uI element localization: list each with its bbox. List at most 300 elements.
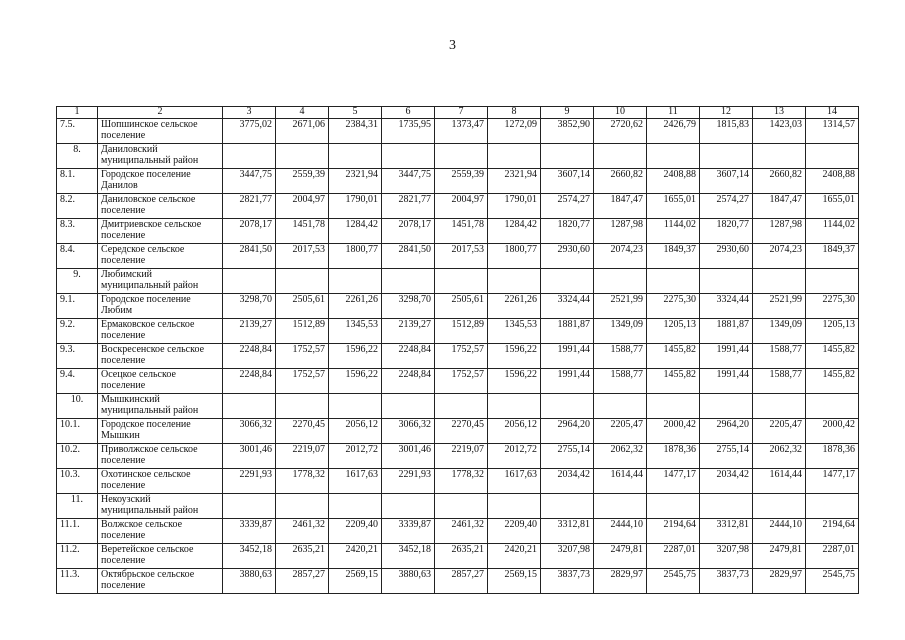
value-cell: 1349,09 <box>753 319 806 344</box>
value-cell: 1614,44 <box>753 469 806 494</box>
value-cell: 2209,40 <box>329 519 382 544</box>
value-cell <box>488 394 541 419</box>
value-cell: 2270,45 <box>435 419 488 444</box>
value-cell <box>276 494 329 519</box>
value-cell: 3880,63 <box>223 569 276 594</box>
table-row <box>57 569 859 594</box>
value-cell: 2321,94 <box>329 169 382 194</box>
value-cell: 1477,17 <box>647 469 700 494</box>
value-cell: 2505,61 <box>276 294 329 319</box>
value-cell: 2569,15 <box>488 569 541 594</box>
value-cell <box>435 269 488 294</box>
value-cell: 1455,82 <box>647 344 700 369</box>
column-header: 3 <box>223 107 276 119</box>
value-cell: 2479,81 <box>594 544 647 569</box>
value-cell: 1617,63 <box>329 469 382 494</box>
value-cell: 1588,77 <box>594 344 647 369</box>
value-cell: 1847,47 <box>594 194 647 219</box>
row-number: 10.2. <box>57 444 98 469</box>
value-cell: 2841,50 <box>382 244 435 269</box>
value-cell: 2205,47 <box>594 419 647 444</box>
value-cell: 2017,53 <box>276 244 329 269</box>
value-cell: 1752,57 <box>435 369 488 394</box>
value-cell: 2829,97 <box>753 569 806 594</box>
value-cell: 1752,57 <box>276 369 329 394</box>
value-cell: 1820,77 <box>700 219 753 244</box>
value-cell <box>488 269 541 294</box>
value-cell: 1778,32 <box>435 469 488 494</box>
value-cell: 3852,90 <box>541 119 594 144</box>
value-cell: 2248,84 <box>382 344 435 369</box>
value-cell <box>276 269 329 294</box>
value-cell: 1284,42 <box>488 219 541 244</box>
header-row <box>57 107 859 119</box>
value-cell: 1800,77 <box>329 244 382 269</box>
row-number: 10.3. <box>57 469 98 494</box>
value-cell: 2062,32 <box>753 444 806 469</box>
value-cell <box>541 144 594 169</box>
value-cell: 2270,45 <box>276 419 329 444</box>
value-cell: 1588,77 <box>753 344 806 369</box>
value-cell <box>647 144 700 169</box>
value-cell: 1790,01 <box>488 194 541 219</box>
value-cell: 2000,42 <box>647 419 700 444</box>
value-cell: 2194,64 <box>647 519 700 544</box>
value-cell: 1815,83 <box>700 119 753 144</box>
table-row <box>57 169 859 194</box>
value-cell: 2755,14 <box>700 444 753 469</box>
value-cell: 2444,10 <box>594 519 647 544</box>
value-cell: 1596,22 <box>488 344 541 369</box>
row-number: 11.2. <box>57 544 98 569</box>
value-cell: 1655,01 <box>647 194 700 219</box>
table-row <box>57 369 859 394</box>
value-cell: 2545,75 <box>806 569 859 594</box>
row-number: 8. <box>57 144 98 169</box>
value-cell: 2461,32 <box>276 519 329 544</box>
row-number: 8.4. <box>57 244 98 269</box>
value-cell <box>753 269 806 294</box>
value-cell: 2857,27 <box>276 569 329 594</box>
value-cell <box>329 269 382 294</box>
value-cell: 1617,63 <box>488 469 541 494</box>
value-cell: 2034,42 <box>541 469 594 494</box>
value-cell: 3447,75 <box>223 169 276 194</box>
value-cell: 1790,01 <box>329 194 382 219</box>
value-cell: 1878,36 <box>806 444 859 469</box>
value-cell <box>488 494 541 519</box>
row-number: 11. <box>57 494 98 519</box>
value-cell: 1878,36 <box>647 444 700 469</box>
value-cell <box>276 144 329 169</box>
value-cell <box>276 394 329 419</box>
table-row <box>57 319 859 344</box>
column-header: 13 <box>753 107 806 119</box>
value-cell: 2930,60 <box>700 244 753 269</box>
row-number: 9.4. <box>57 369 98 394</box>
column-header: 4 <box>276 107 329 119</box>
value-cell <box>806 144 859 169</box>
value-cell <box>223 494 276 519</box>
table-row <box>57 344 859 369</box>
row-number: 8.2. <box>57 194 98 219</box>
value-cell: 3447,75 <box>382 169 435 194</box>
value-cell <box>594 494 647 519</box>
value-cell: 3880,63 <box>382 569 435 594</box>
value-cell: 2426,79 <box>647 119 700 144</box>
value-cell: 2461,32 <box>435 519 488 544</box>
value-cell: 2261,26 <box>488 294 541 319</box>
value-cell: 1205,13 <box>806 319 859 344</box>
row-name: Охотинское сельское поселение <box>98 469 223 494</box>
row-name: Середское сельское поселение <box>98 244 223 269</box>
value-cell <box>647 494 700 519</box>
row-name: Ермаковское сельское поселение <box>98 319 223 344</box>
value-cell: 1284,42 <box>329 219 382 244</box>
value-cell <box>594 144 647 169</box>
value-cell: 2287,01 <box>806 544 859 569</box>
value-cell: 1596,22 <box>329 344 382 369</box>
value-cell <box>753 494 806 519</box>
value-cell: 2017,53 <box>435 244 488 269</box>
value-cell: 3837,73 <box>541 569 594 594</box>
value-cell: 2209,40 <box>488 519 541 544</box>
value-cell: 1596,22 <box>488 369 541 394</box>
value-cell: 2574,27 <box>541 194 594 219</box>
table-row <box>57 119 859 144</box>
value-cell: 2139,27 <box>382 319 435 344</box>
row-number: 9. <box>57 269 98 294</box>
row-name: Дмитриевское сельское поселение <box>98 219 223 244</box>
value-cell: 1144,02 <box>647 219 700 244</box>
value-cell: 1991,44 <box>700 369 753 394</box>
value-cell: 2964,20 <box>541 419 594 444</box>
value-cell: 3324,44 <box>700 294 753 319</box>
value-cell: 2004,97 <box>435 194 488 219</box>
value-cell: 1455,82 <box>806 344 859 369</box>
value-cell <box>223 394 276 419</box>
value-cell <box>223 269 276 294</box>
row-name: Городское поселение Мышкин <box>98 419 223 444</box>
value-cell: 2205,47 <box>753 419 806 444</box>
value-cell: 2829,97 <box>594 569 647 594</box>
value-cell <box>594 269 647 294</box>
value-cell: 2857,27 <box>435 569 488 594</box>
value-cell: 1349,09 <box>594 319 647 344</box>
value-cell: 2660,82 <box>753 169 806 194</box>
value-cell <box>753 144 806 169</box>
column-header: 8 <box>488 107 541 119</box>
value-cell: 3452,18 <box>382 544 435 569</box>
table-row <box>57 294 859 319</box>
value-cell: 3066,32 <box>223 419 276 444</box>
column-header: 14 <box>806 107 859 119</box>
column-header: 10 <box>594 107 647 119</box>
value-cell: 1778,32 <box>276 469 329 494</box>
value-cell: 1451,78 <box>276 219 329 244</box>
column-header: 11 <box>647 107 700 119</box>
value-cell: 2012,72 <box>488 444 541 469</box>
row-name: Осецкое сельское поселение <box>98 369 223 394</box>
value-cell: 2559,39 <box>276 169 329 194</box>
value-cell: 2078,17 <box>382 219 435 244</box>
value-cell: 2755,14 <box>541 444 594 469</box>
value-cell: 2384,31 <box>329 119 382 144</box>
value-cell <box>806 394 859 419</box>
value-cell: 3207,98 <box>700 544 753 569</box>
value-cell: 2321,94 <box>488 169 541 194</box>
value-cell: 3452,18 <box>223 544 276 569</box>
value-cell <box>594 394 647 419</box>
row-number: 10.1. <box>57 419 98 444</box>
value-cell: 2505,61 <box>435 294 488 319</box>
value-cell: 2420,21 <box>488 544 541 569</box>
value-cell <box>541 394 594 419</box>
row-name: Городское поселение Данилов <box>98 169 223 194</box>
value-cell: 3207,98 <box>541 544 594 569</box>
tariff-table <box>56 106 859 594</box>
table-row <box>57 419 859 444</box>
value-cell <box>382 269 435 294</box>
value-cell: 1849,37 <box>806 244 859 269</box>
value-cell <box>753 394 806 419</box>
value-cell: 2078,17 <box>223 219 276 244</box>
value-cell <box>488 144 541 169</box>
column-header: 1 <box>57 107 98 119</box>
value-cell: 2248,84 <box>223 369 276 394</box>
value-cell <box>382 494 435 519</box>
value-cell: 1423,03 <box>753 119 806 144</box>
row-number: 10. <box>57 394 98 419</box>
value-cell <box>382 144 435 169</box>
value-cell <box>382 394 435 419</box>
value-cell: 2287,01 <box>647 544 700 569</box>
value-cell: 1588,77 <box>594 369 647 394</box>
row-name: Веретейское сельское поселение <box>98 544 223 569</box>
value-cell <box>806 269 859 294</box>
value-cell: 2964,20 <box>700 419 753 444</box>
value-cell: 1512,89 <box>276 319 329 344</box>
value-cell: 2408,88 <box>647 169 700 194</box>
value-cell: 1455,82 <box>647 369 700 394</box>
value-cell: 2219,07 <box>435 444 488 469</box>
value-cell: 3339,87 <box>382 519 435 544</box>
table-row <box>57 219 859 244</box>
value-cell: 2521,99 <box>594 294 647 319</box>
value-cell: 1345,53 <box>329 319 382 344</box>
value-cell: 3775,02 <box>223 119 276 144</box>
value-cell: 1144,02 <box>806 219 859 244</box>
value-cell: 3066,32 <box>382 419 435 444</box>
column-header: 2 <box>98 107 223 119</box>
value-cell: 1752,57 <box>276 344 329 369</box>
value-cell: 1512,89 <box>435 319 488 344</box>
value-cell: 3607,14 <box>700 169 753 194</box>
value-cell: 2569,15 <box>329 569 382 594</box>
value-cell: 1655,01 <box>806 194 859 219</box>
value-cell: 2056,12 <box>329 419 382 444</box>
column-header: 5 <box>329 107 382 119</box>
value-cell: 1849,37 <box>647 244 700 269</box>
row-number: 8.1. <box>57 169 98 194</box>
value-cell: 2074,23 <box>594 244 647 269</box>
value-cell: 3298,70 <box>382 294 435 319</box>
group-row <box>57 494 859 519</box>
value-cell <box>329 144 382 169</box>
row-name: Воскресенское сельское поселение <box>98 344 223 369</box>
value-cell: 1205,13 <box>647 319 700 344</box>
value-cell: 2012,72 <box>329 444 382 469</box>
value-cell: 2034,42 <box>700 469 753 494</box>
value-cell: 3298,70 <box>223 294 276 319</box>
value-cell <box>806 494 859 519</box>
value-cell: 1820,77 <box>541 219 594 244</box>
value-cell <box>223 144 276 169</box>
value-cell: 1451,78 <box>435 219 488 244</box>
value-cell <box>700 269 753 294</box>
value-cell: 1991,44 <box>541 369 594 394</box>
row-name: Мышкинский муниципальный район <box>98 394 223 419</box>
value-cell: 2720,62 <box>594 119 647 144</box>
value-cell: 1287,98 <box>594 219 647 244</box>
value-cell: 1614,44 <box>594 469 647 494</box>
value-cell: 2821,77 <box>223 194 276 219</box>
value-cell: 3607,14 <box>541 169 594 194</box>
value-cell: 2194,64 <box>806 519 859 544</box>
table-row <box>57 544 859 569</box>
value-cell <box>435 144 488 169</box>
value-cell: 2248,84 <box>382 369 435 394</box>
value-cell <box>541 494 594 519</box>
value-cell: 2062,32 <box>594 444 647 469</box>
value-cell: 2635,21 <box>276 544 329 569</box>
row-name: Некоузский муниципальный район <box>98 494 223 519</box>
value-cell: 2056,12 <box>488 419 541 444</box>
value-cell: 1455,82 <box>806 369 859 394</box>
value-cell: 2000,42 <box>806 419 859 444</box>
value-cell: 1314,57 <box>806 119 859 144</box>
row-number: 8.3. <box>57 219 98 244</box>
value-cell: 2444,10 <box>753 519 806 544</box>
row-name: Любимский муниципальный район <box>98 269 223 294</box>
value-cell: 2408,88 <box>806 169 859 194</box>
value-cell: 1847,47 <box>753 194 806 219</box>
group-row <box>57 394 859 419</box>
table-row <box>57 469 859 494</box>
table-row <box>57 444 859 469</box>
value-cell <box>647 269 700 294</box>
value-cell: 1272,09 <box>488 119 541 144</box>
row-number: 9.3. <box>57 344 98 369</box>
group-row <box>57 269 859 294</box>
value-cell: 2671,06 <box>276 119 329 144</box>
row-name: Октябрьское сельское поселение <box>98 569 223 594</box>
table-row <box>57 519 859 544</box>
value-cell: 1800,77 <box>488 244 541 269</box>
row-number: 7.5. <box>57 119 98 144</box>
value-cell: 2821,77 <box>382 194 435 219</box>
value-cell: 1752,57 <box>435 344 488 369</box>
value-cell: 3312,81 <box>541 519 594 544</box>
value-cell: 1735,95 <box>382 119 435 144</box>
value-cell: 2545,75 <box>647 569 700 594</box>
row-number: 9.1. <box>57 294 98 319</box>
value-cell: 1881,87 <box>541 319 594 344</box>
value-cell: 2841,50 <box>223 244 276 269</box>
row-name: Даниловский муниципальный район <box>98 144 223 169</box>
value-cell: 2635,21 <box>435 544 488 569</box>
column-header: 9 <box>541 107 594 119</box>
value-cell: 3001,46 <box>382 444 435 469</box>
value-cell: 2521,99 <box>753 294 806 319</box>
value-cell: 2291,93 <box>223 469 276 494</box>
page-number: 3 <box>449 38 456 53</box>
value-cell <box>329 494 382 519</box>
value-cell: 2139,27 <box>223 319 276 344</box>
value-cell: 2559,39 <box>435 169 488 194</box>
value-cell: 1287,98 <box>753 219 806 244</box>
value-cell: 2275,30 <box>647 294 700 319</box>
value-cell: 3837,73 <box>700 569 753 594</box>
row-name: Городское поселение Любим <box>98 294 223 319</box>
value-cell: 1596,22 <box>329 369 382 394</box>
row-number: 9.2. <box>57 319 98 344</box>
value-cell: 2275,30 <box>806 294 859 319</box>
value-cell <box>700 144 753 169</box>
value-cell: 3001,46 <box>223 444 276 469</box>
column-header: 12 <box>700 107 753 119</box>
value-cell: 1345,53 <box>488 319 541 344</box>
value-cell <box>700 394 753 419</box>
value-cell: 3324,44 <box>541 294 594 319</box>
row-name: Приволжское сельское поселение <box>98 444 223 469</box>
row-name: Даниловское сельское поселение <box>98 194 223 219</box>
value-cell: 1588,77 <box>753 369 806 394</box>
value-cell: 1373,47 <box>435 119 488 144</box>
value-cell <box>647 394 700 419</box>
row-number: 11.3. <box>57 569 98 594</box>
value-cell: 3339,87 <box>223 519 276 544</box>
value-cell: 2660,82 <box>594 169 647 194</box>
value-cell: 2930,60 <box>541 244 594 269</box>
value-cell <box>541 269 594 294</box>
value-cell <box>435 394 488 419</box>
table-row <box>57 244 859 269</box>
value-cell: 2248,84 <box>223 344 276 369</box>
column-header: 6 <box>382 107 435 119</box>
group-row <box>57 144 859 169</box>
table-body <box>57 107 859 594</box>
column-header: 7 <box>435 107 488 119</box>
value-cell: 3312,81 <box>700 519 753 544</box>
row-name: Волжское сельское поселение <box>98 519 223 544</box>
value-cell <box>329 394 382 419</box>
value-cell: 2479,81 <box>753 544 806 569</box>
value-cell: 2074,23 <box>753 244 806 269</box>
value-cell <box>435 494 488 519</box>
value-cell: 1991,44 <box>700 344 753 369</box>
value-cell: 2261,26 <box>329 294 382 319</box>
row-name: Шопшинское сельское поселение <box>98 119 223 144</box>
table-row <box>57 194 859 219</box>
value-cell: 2574,27 <box>700 194 753 219</box>
value-cell: 2004,97 <box>276 194 329 219</box>
value-cell: 1881,87 <box>700 319 753 344</box>
row-number: 11.1. <box>57 519 98 544</box>
value-cell <box>700 494 753 519</box>
value-cell: 1991,44 <box>541 344 594 369</box>
value-cell: 2420,21 <box>329 544 382 569</box>
